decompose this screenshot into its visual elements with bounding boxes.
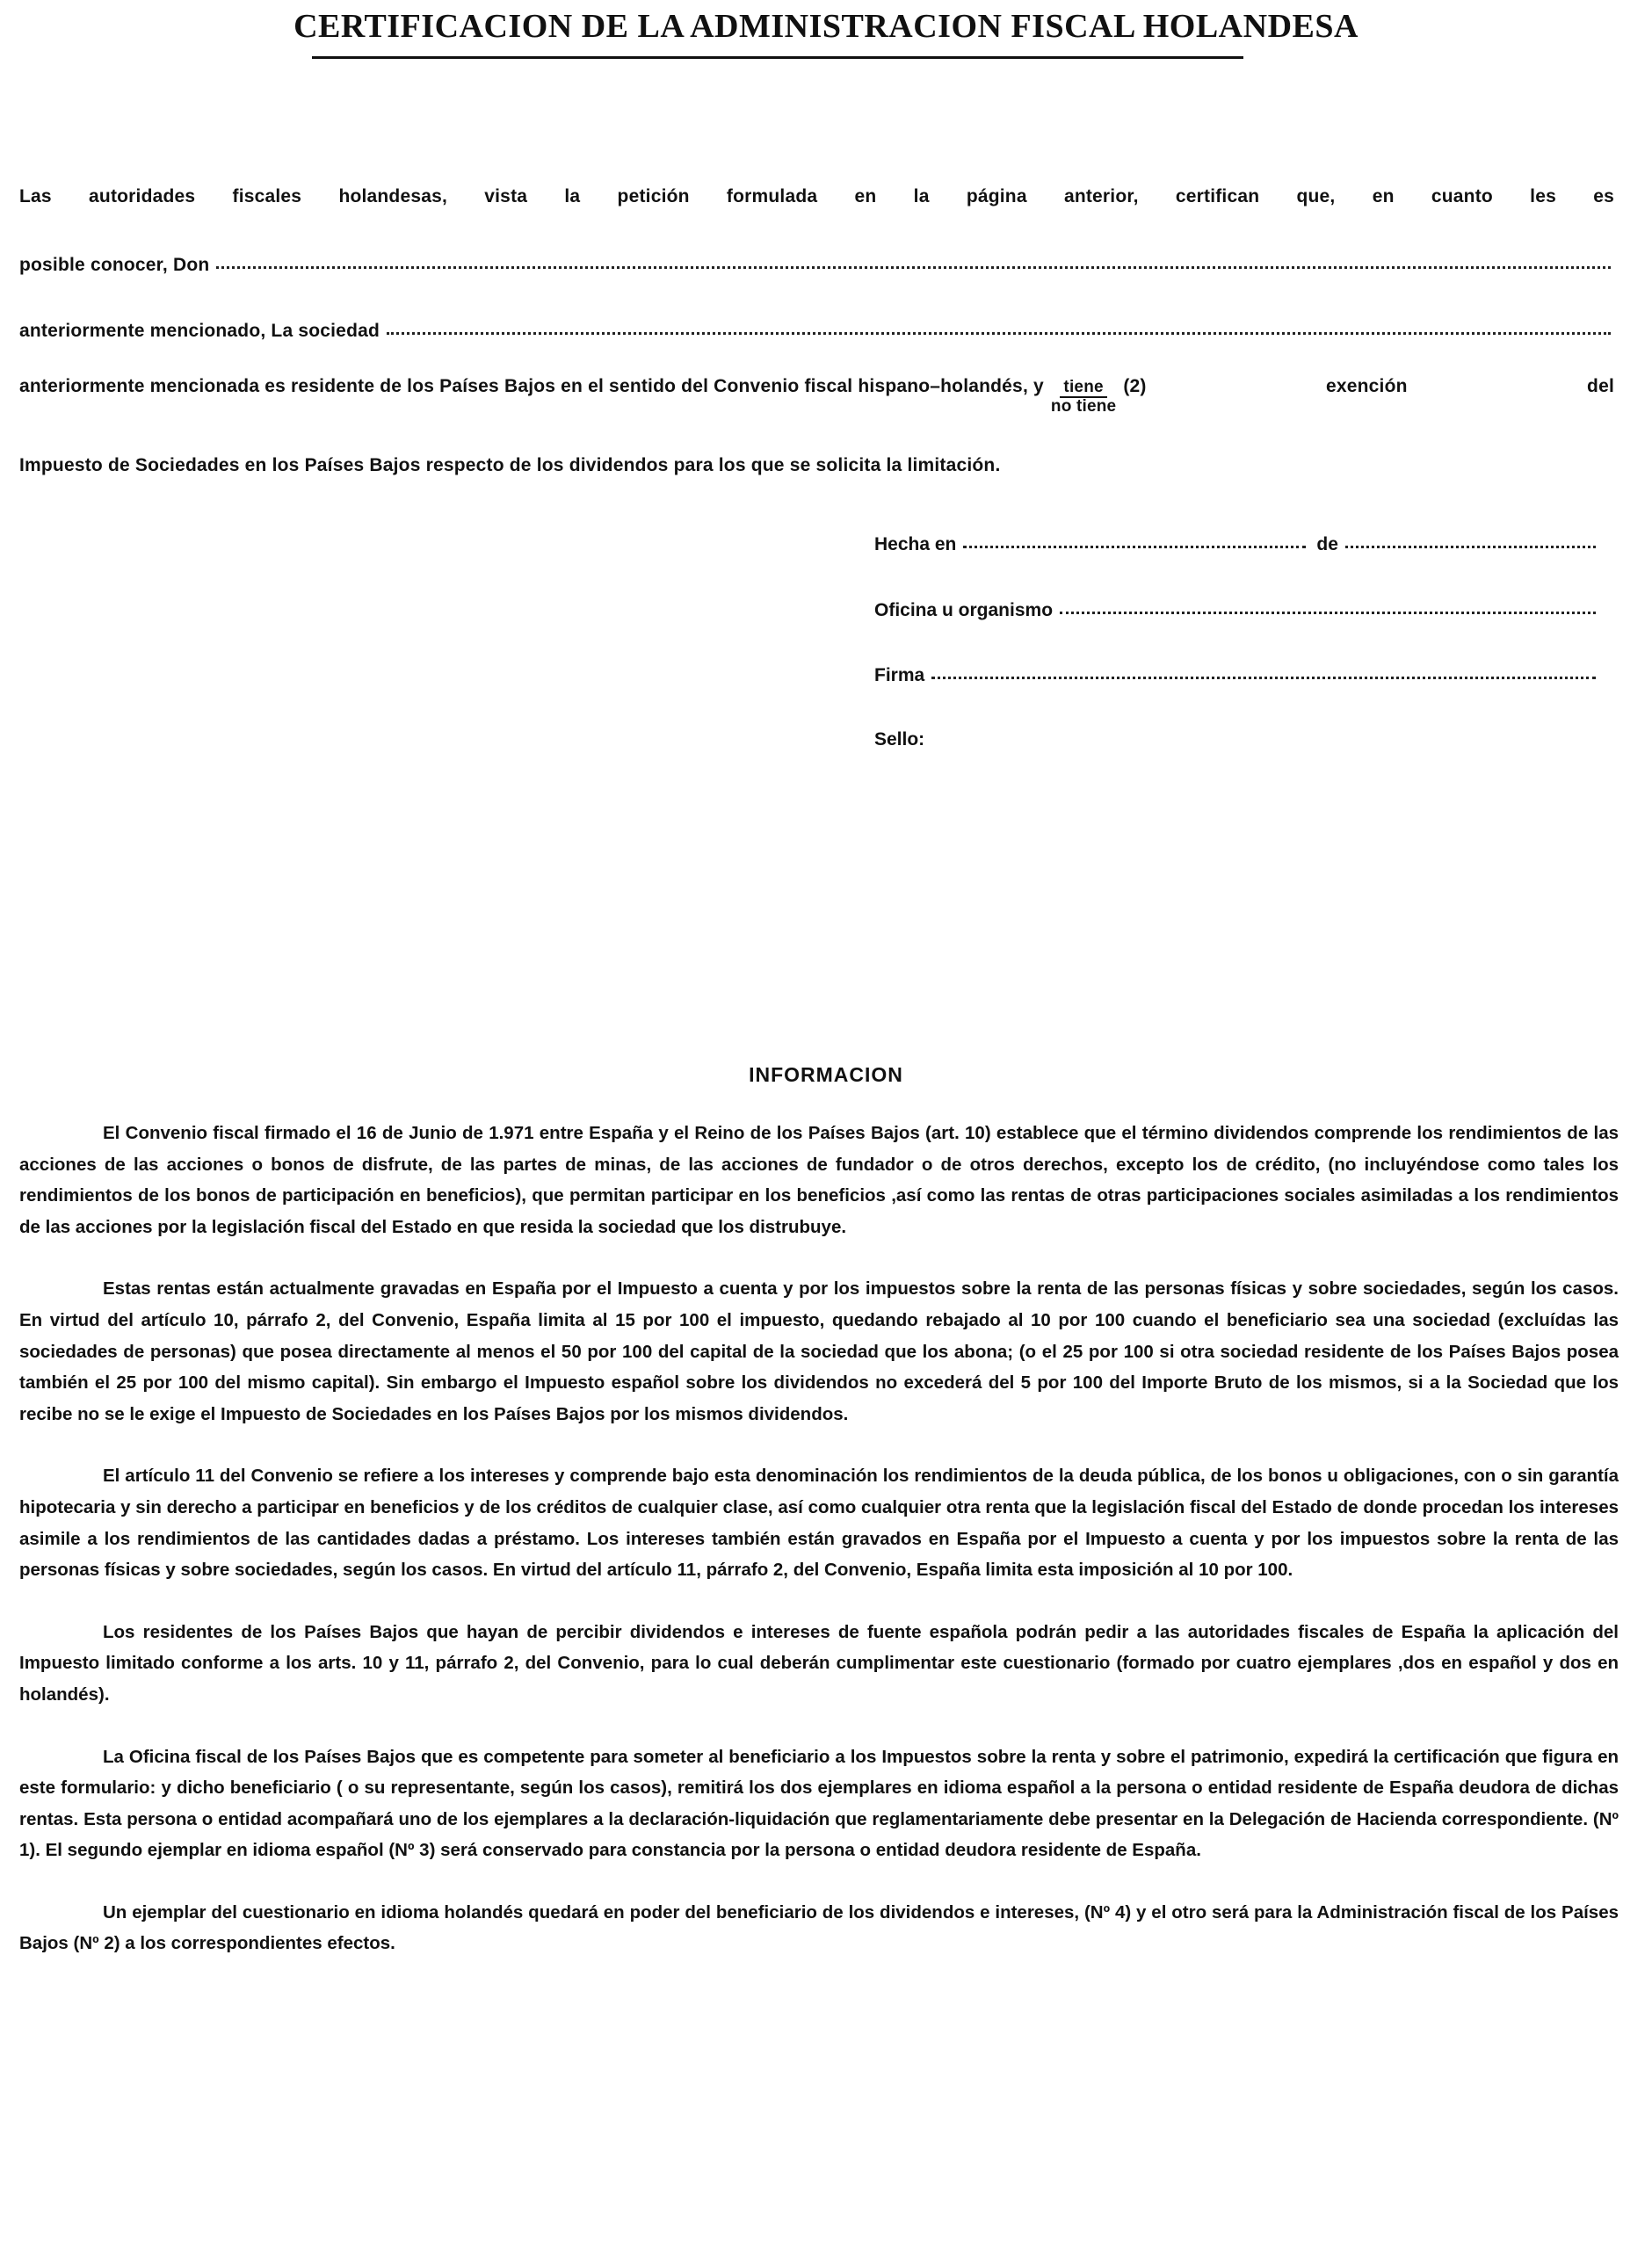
info-paragraph-interest: El artículo 11 del Convenio se refiere a los intereses y comprende bajo esta denominación los rendimientos de la deuda pública, de los bonos u obligaciones, con o sin garantía hipotecaria y sin derecho a participar en beneficios y de los créditos de cualquier clase, así como cualquier otra renta que la legislación fiscal del Estado de donde procedan los intereses asimile a los rendimientos de las cantidades dadas a préstamo. Los intereses también están gravados en España por el Impuesto a cuenta y por los impuestos sobre la renta de las personas físicas y sobre sociedades, según los casos. En virtud del artículo 11, párrafo 2, del Convenio, España limita esta imposición al 10 por 100. — [19, 1466, 1619, 1581]
certification-intro-text: Las autoridades fiscales holandesas, vista la petición formulada en la página anterior, certifican que, en cuanto les es — [19, 186, 1614, 206]
document-title: CERTIFICACION DE LA ADMINISTRACION FISCAL HOLANDESA — [293, 8, 1359, 45]
date-field[interactable] — [1345, 545, 1596, 548]
made-in-label: Hecha en — [874, 534, 957, 554]
information-section — [19, 1118, 1619, 1990]
don-label: posible conocer, Don — [19, 255, 210, 275]
info-paragraph-dividends: El Convenio fiscal firmado el 16 de Junio de 1.971 entre España y el Reino de los Países Bajos (art. 10) establece que el término dividendos comprende los rendimientos de las acciones de las acciones o bonos de disfrute, de las partes de minas, de las acciones de fundador o de otros derechos, excepto los de crédito, (no incluyéndose como tales los rendimientos de los bonos de participación en beneficios), que permitan participar en los beneficios ,así como las rentas de otras participaciones sociales asimiladas a los rendimientos de las acciones por la legislación fiscal del Estado en que resida la sociedad que los distrubuye. — [19, 1123, 1619, 1237]
information-heading: INFORMACION — [749, 1063, 903, 1086]
made-in-row — [874, 534, 1599, 555]
fraction-tiene: tiene — [1060, 379, 1106, 398]
place-field[interactable] — [963, 545, 1306, 548]
certification-line-1 — [19, 186, 1614, 207]
office-field[interactable] — [1060, 611, 1596, 614]
company-label: anteriormente mencionado, La sociedad — [19, 321, 380, 341]
exemption-text: (2) exención del — [1123, 376, 1614, 396]
info-paragraph-tax-office: La Oficina fiscal de los Países Bajos que es competente para someter al beneficiario a los Impuestos sobre la renta y sobre el patrimonio, expedirá la certificación que figura en este formulario: y dicho beneficiario ( o su representante, según los casos), remitirá los dos ejemplares en idioma español a la persona o entidad residente de España deudora de dichas rentas. Esta persona o entidad acompañará uno de los ejemplares a la declaración-liquidación que reglamentariamente debe presentar en la Delegación de Hacienda correspondiente. (Nº 1). El segundo ejemplar en idioma español (Nº 3) será conservado para constancia por la persona o entidad deudora residente de España. — [19, 1746, 1619, 1861]
info-paragraph-tax-rates: Estas rentas están actualmente gravadas en España por el Impuesto a cuenta y por los impuestos sobre la renta de las personas físicas y sobre sociedades, según los casos. En virtud del artículo 10, párrafo 2, del Convenio, España limita al 15 por 100 el impuesto, quedando rebajado al 10 por 100 cuando el beneficiario sea una sociedad (excluídas las sociedades de personas) que posea directamente al menos el 50 por 100 del capital de la sociedad que los abona; (o el 25 por 100 si otra sociedad residente de los Países Bajos posea también el 25 por 100 del mismo capital). Sin embargo el Impuesto español sobre los dividendos no excederá del 5 por 100 del Importe Bruto de los mismos, si a la Sociedad que los recibe no se le exige el Impuesto de Sociedades en los Países Bajos por los mismos dividendos. — [19, 1278, 1619, 1424]
signature-row — [874, 665, 1599, 686]
certification-line-4 — [19, 376, 1614, 416]
don-name-field[interactable] — [216, 265, 1611, 269]
certification-line-2 — [19, 255, 1614, 276]
info-paragraph-copies: Un ejemplar del cuestionario en idioma holandés quedará en poder del beneficiario de los dividendos e intereses, (Nº 4) y el otro será para la Administración fiscal de los Países Bajos (Nº 2) a los correspondientes efectos. — [19, 1901, 1619, 1954]
certification-line-3 — [19, 321, 1614, 342]
seal-row — [874, 729, 1599, 750]
info-paragraph-residents: Los residentes de los Países Bajos que hayan de percibir dividendos e intereses de fuente española podrán pedir a las autoridades fiscales de España la aplicación del Impuesto limitado conforme a los arts. 10 y 11, párrafo 2, del Convenio, para lo cual deberán cumplimentar este cuestionario (formado por cuatro ejemplares ,dos en español y dos en holandés). — [19, 1621, 1619, 1705]
signature-field[interactable] — [931, 676, 1596, 679]
date-label: de — [1316, 534, 1338, 554]
office-row — [874, 600, 1599, 621]
exemption-fraction[interactable] — [1047, 379, 1119, 416]
office-label: Oficina u organismo — [874, 600, 1054, 620]
certification-line-5 — [19, 455, 1614, 476]
fraction-no-tiene: no tiene — [1050, 397, 1117, 416]
title-underline — [312, 56, 1243, 59]
company-name-field[interactable] — [387, 331, 1611, 335]
signature-label: Firma — [874, 665, 925, 685]
certification-closing-text: Impuesto de Sociedades en los Países Bajos respecto de los dividendos para los que se solicita la limitación. — [19, 455, 1001, 475]
seal-label: Sello: — [874, 729, 925, 749]
residency-text: anteriormente mencionada es residente de los Países Bajos en el sentido del Convenio fiscal hispano–holandés, y — [19, 376, 1044, 396]
